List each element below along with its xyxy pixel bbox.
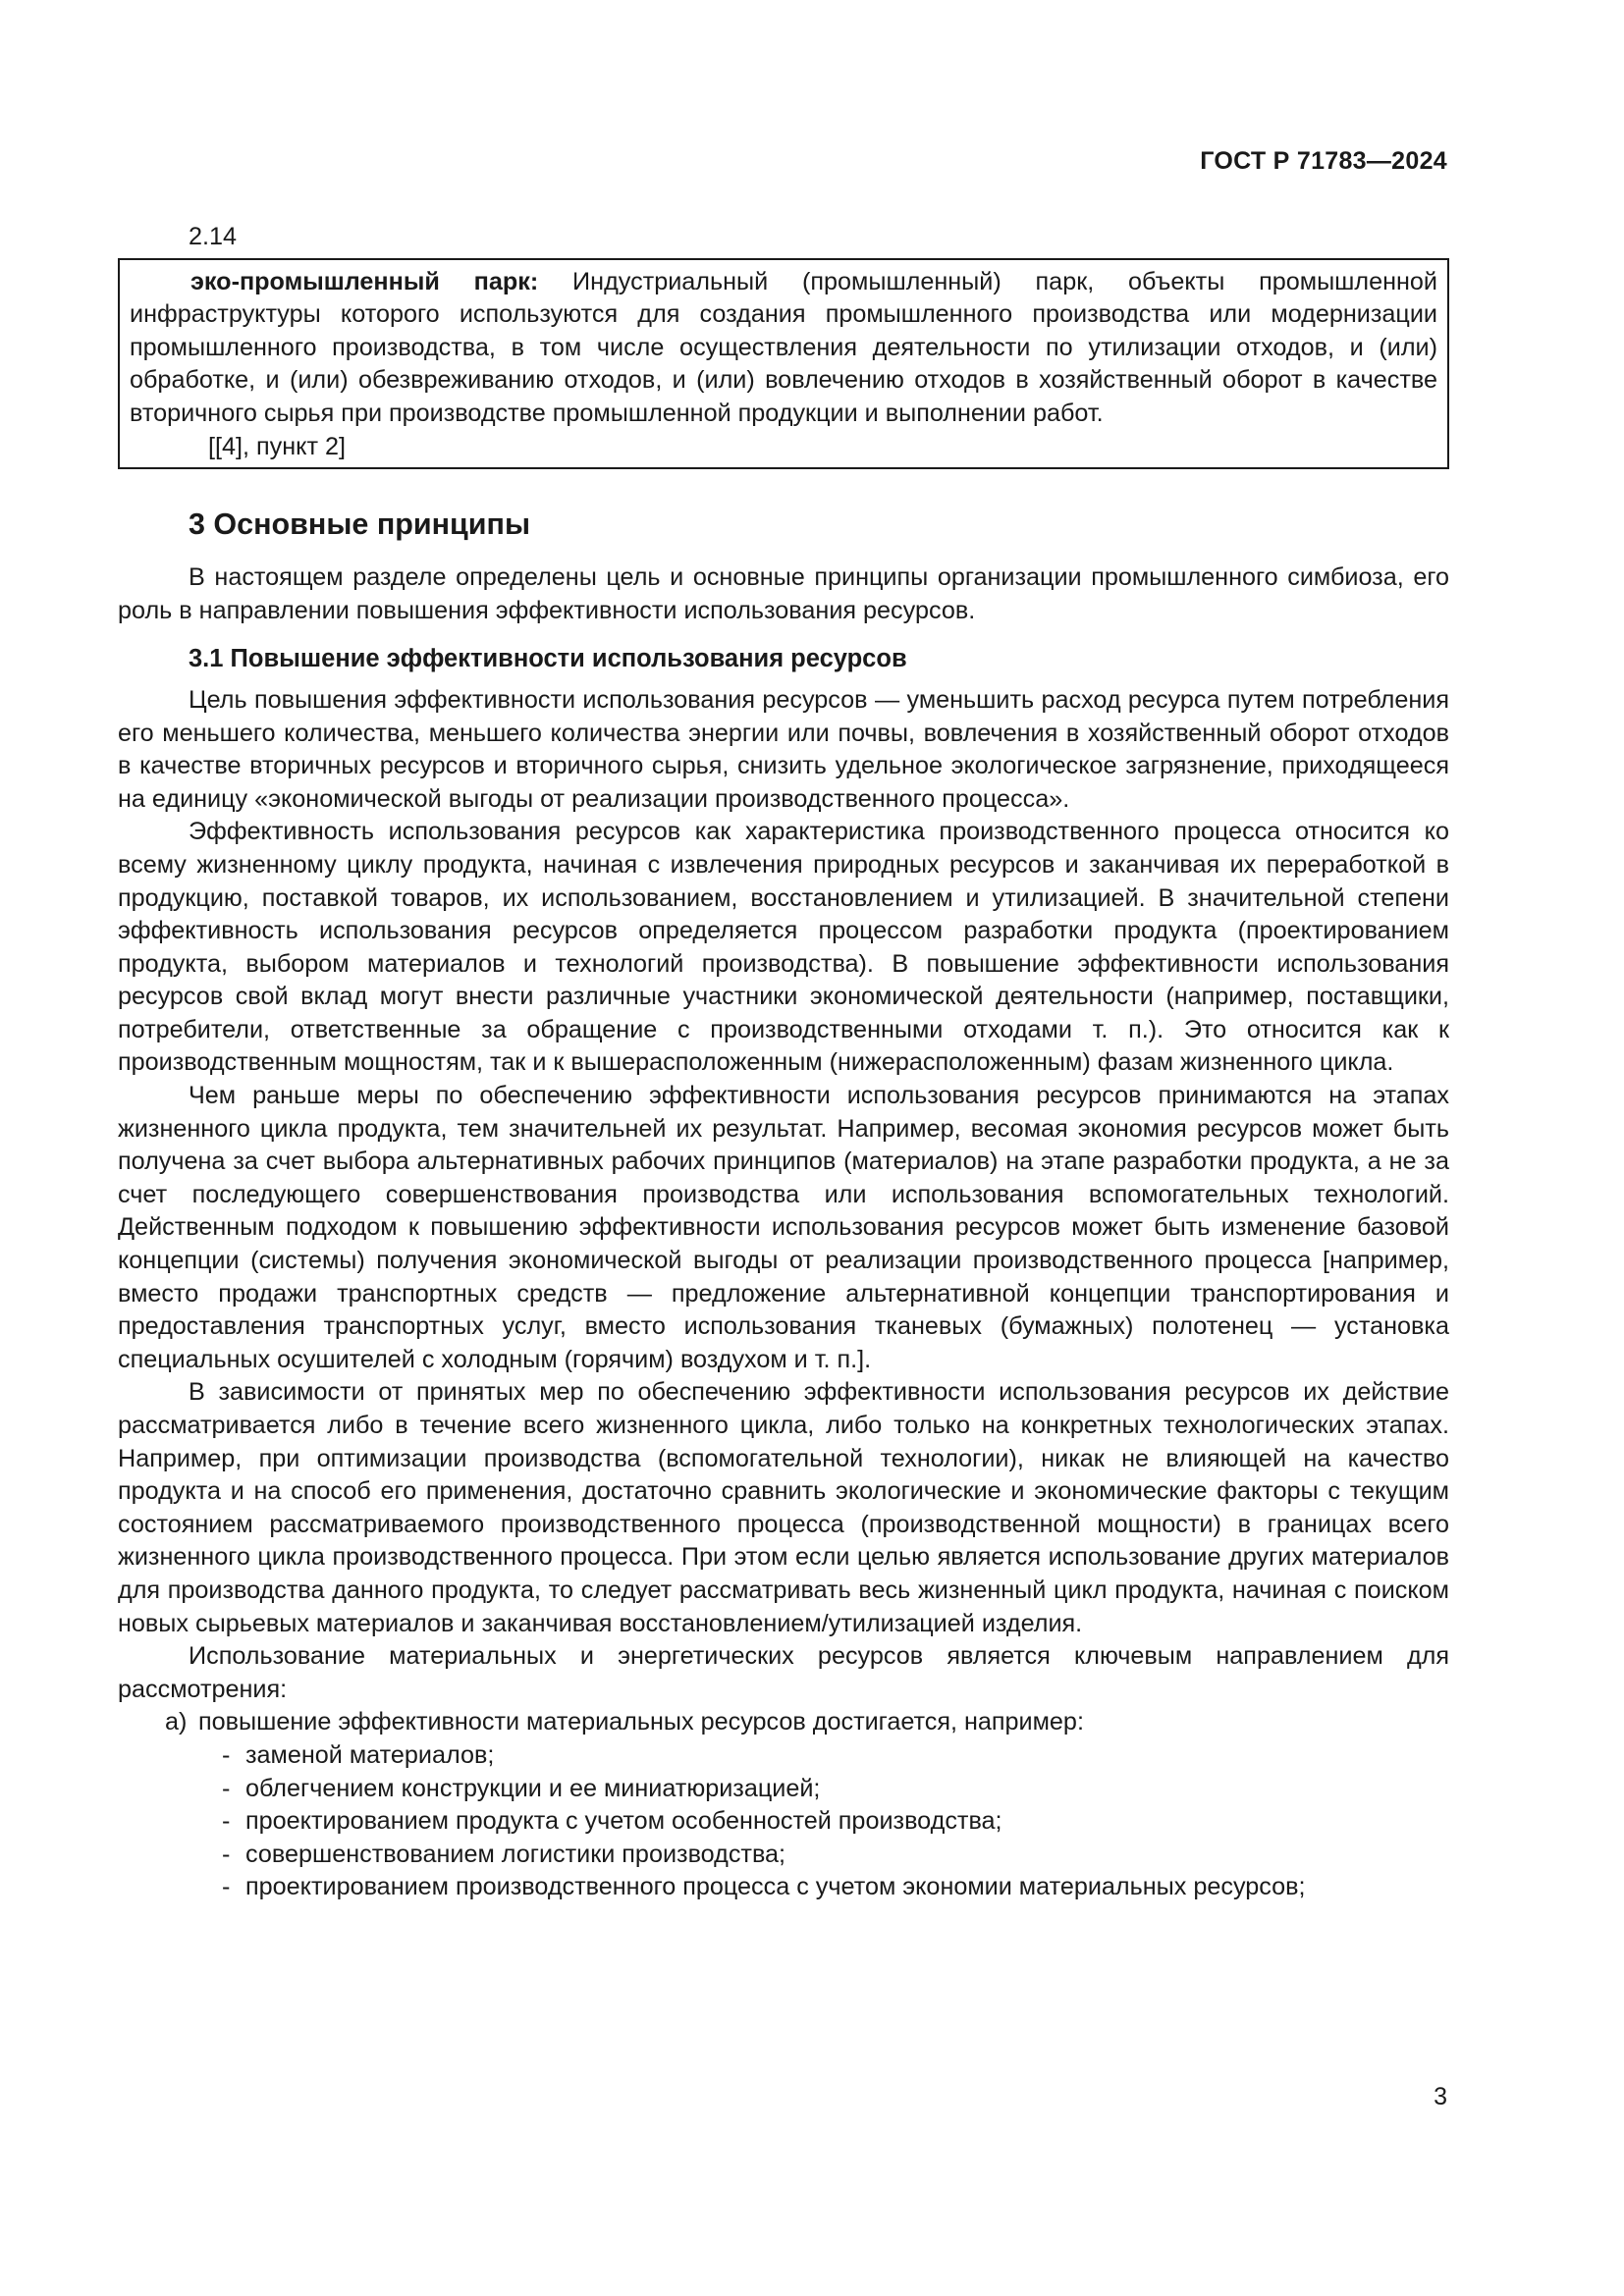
term-definition: Индустриальный (промышленный) парк, объекты промышленной инфраструктуры которого используются для создания промышленного производства или модернизации промышленного производства, в том числе осуществления деятельности по утилизации отходов, и (или) обработке, и (или) обезвреживанию отходов, и (или) вовлечению отходов в хозяйственный оборот в качестве вторичного сырья при производстве промышленной продукции и выполнении работ. xyxy=(130,267,1437,427)
dash-list xyxy=(118,1739,1449,1904)
term-name: эко-промышленный парк: xyxy=(190,267,539,295)
list-item xyxy=(222,1839,1449,1872)
term-paragraph xyxy=(130,266,1437,431)
list-item xyxy=(222,1739,1449,1773)
term-reference: [[4], пункт 2] xyxy=(208,432,346,460)
list-item xyxy=(222,1871,1449,1904)
list-item xyxy=(222,1773,1449,1806)
term-definition-box xyxy=(118,258,1449,470)
paragraph: Цель повышения эффективности использования ресурсов — уменьшить расход ресурса путем потребления его меньшего количества, меньшего количества энергии или почвы, вовлечения в хозяйственный оборот отходов в качестве вторичных ресурсов и вторичного сырья, снизить удельное экологическое загрязнение, приходящееся на единицу «экономической выгоды от реализации производственного процесса». xyxy=(118,685,1449,813)
standard-header: ГОСТ Р 71783—2024 xyxy=(1200,147,1447,175)
paragraph: Эффективность использования ресурсов как характеристика производственного процесса относится ко всему жизненному циклу продукта, начиная с извлечения природных ресурсов и заканчивая их переработкой в продукцию, поставкой товаров, их использованием, восстановлением и утилизацией. В значительной степени эффективность использования ресурсов определяется процессом разработки продукта (проектированием продукта, выбором материалов и технологий производства). В повышение эффективности использования ресурсов свой вклад могут внести различные участники экономической деятельности (например, поставщики, потребители, ответственные за обращение с производственными отходами т. п.). Это относится как к производственным мощностям, так и к вышерасположенным (нижерасположенным) фазам жизненного цикла. xyxy=(118,818,1449,1077)
dash-marker: - xyxy=(222,1807,231,1836)
paragraph: Чем раньше меры по обеспечению эффективности использования ресурсов принимаются на этапах жизненного цикла продукта, тем значительней их результат. Например, весомая экономия ресурсов может быть получена за счет выбора альтернативных рабочих принципов (материалов) на этапе разработки продукта, а не за счет последующего совершенствования производства или использования вспомогательных технологий. Действенным подходом к повышению эффективности использования ресурсов может быть изменение базовой концепции (системы) получения экономической выгоды от реализации производственного процесса [например, вместо продажи транспортных средств — предложение альтернативной концепции транспортирования и предоставления транспортных услуг, вместо использования тканевых (бумажных) полотенец — установка специальных осушителей с холодным (горячим) воздухом и т. п.]. xyxy=(118,1082,1449,1373)
page-content xyxy=(118,221,1449,1904)
paragraph: В зависимости от принятых мер по обеспечению эффективности использования ресурсов их действие рассматривается либо в течение всего жизненного цикла, либо только на конкретных технологических этапах. Например, при оптимизации производства (вспомогательной технологии), никак не влияющей на качество продукта и на способ его применения, достаточно сравнить экологические и экономические факторы с текущим состоянием рассматриваемого производственного процесса (производственной мощности) в границах всего жизненного цикла производственного процесса. При этом если целью является использование других материалов для производства данного продукта, то следует рассматривать весь жизненный цикл продукта, начиная с поиском новых сырьевых материалов и заканчивая восстановлением/утилизацией изделия. xyxy=(118,1378,1449,1637)
dash-marker: - xyxy=(222,1873,231,1901)
list-item-a-text: повышение эффективности материальных ресурсов достигается, например: xyxy=(198,1708,1084,1736)
list-item-text: проектированием продукта с учетом особенностей производства; xyxy=(245,1807,1002,1836)
dash-marker: - xyxy=(222,1840,231,1868)
paragraph: Использование материальных и энергетических ресурсов является ключевым направлением для рассмотрения: xyxy=(118,1642,1449,1703)
term-number: 2.14 xyxy=(189,223,238,250)
page-number: 3 xyxy=(1434,2083,1447,2110)
dash-marker: - xyxy=(222,1740,231,1769)
list-item-text: проектированием производственного процесса с учетом экономии материальных ресурсов; xyxy=(245,1873,1306,1901)
list-item-text: заменой материалов; xyxy=(245,1740,495,1769)
list-item-text: совершенствованием логистики производства; xyxy=(245,1840,786,1868)
list-item-text: облегчением конструкции и ее миниатюризацией; xyxy=(245,1774,821,1802)
section-3-intro: В настоящем разделе определены цель и основные принципы организации промышленного симбиоза, его роль в направлении повышения эффективности использования ресурсов. xyxy=(118,563,1449,624)
list-letter: а) xyxy=(165,1708,188,1736)
list-item xyxy=(222,1805,1449,1839)
section-3-heading: 3 Основные принципы xyxy=(189,507,531,542)
list-item-a xyxy=(165,1706,1449,1739)
dash-marker: - xyxy=(222,1774,231,1802)
section-3-1-heading: 3.1 Повышение эффективности использования ресурсов xyxy=(189,645,907,673)
